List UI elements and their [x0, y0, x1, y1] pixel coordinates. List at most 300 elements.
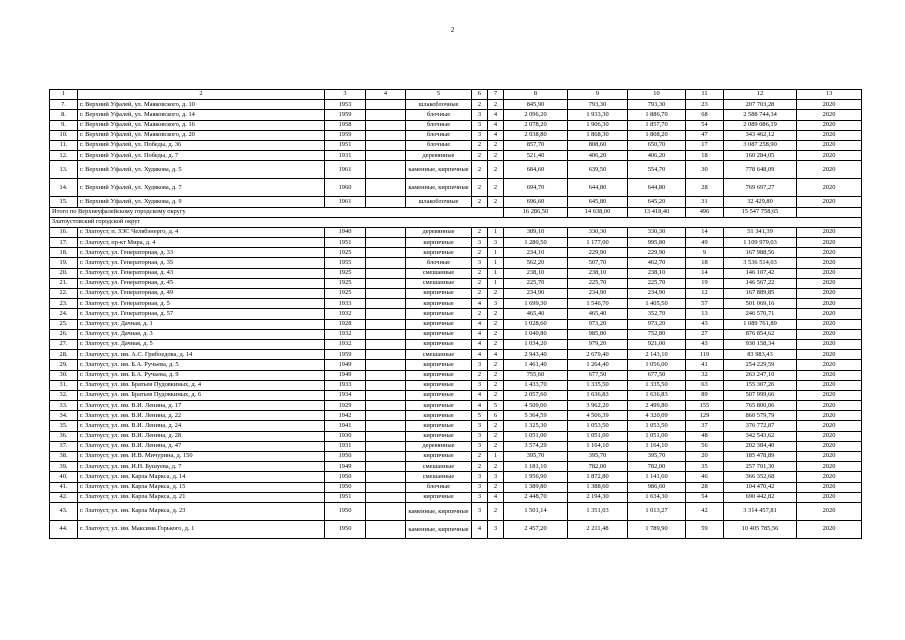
residential-area-cell: 1 634,30 [628, 492, 686, 502]
row-number-cell: 11. [50, 140, 78, 150]
living-area-cell: 2 194,30 [568, 492, 628, 502]
wall-blank-cell [366, 339, 406, 349]
table-row [50, 452, 862, 462]
table-row [50, 350, 862, 360]
living-area-cell: 973,20 [568, 319, 628, 329]
wall-blank-cell [366, 130, 406, 140]
year-planned-cell: 2020 [797, 258, 862, 268]
wall-blank-cell [366, 482, 406, 492]
year-built-cell: 1953 [325, 100, 366, 110]
cost-cell: 167 988,56 [724, 248, 797, 258]
year-built-cell: 1930 [325, 431, 366, 441]
residents-cell: 18 [686, 151, 724, 161]
living-area-cell: 2 211,48 [568, 520, 628, 538]
year-planned-cell: 2020 [797, 110, 862, 120]
living-area-cell: 808,60 [568, 140, 628, 150]
wall-material-cell: кирпичные [406, 248, 472, 258]
address-cell: г. Верхний Уфалей, ул. Маяковского, д. 16 [78, 120, 325, 130]
address-cell: г. Златоуст, ул. им. Карла Маркса, д. 15 [78, 482, 325, 492]
residents-cell: 59 [686, 520, 724, 538]
year-planned-cell: 2020 [797, 431, 862, 441]
floors-cell: 3 [472, 421, 488, 431]
wall-blank-cell [366, 319, 406, 329]
year-built-cell: 1933 [325, 380, 366, 390]
living-area-cell: 644,80 [568, 179, 628, 197]
floors-cell: 2 [472, 140, 488, 150]
row-number-cell: 44. [50, 520, 78, 538]
column-number-row [50, 90, 862, 100]
entrances-cell: 2 [488, 100, 504, 110]
residential-area-cell: 2 143,10 [628, 350, 686, 360]
year-planned-cell: 2020 [797, 350, 862, 360]
year-built-cell: 1950 [325, 502, 366, 520]
cost-cell: 263 247,10 [724, 370, 797, 380]
living-area-cell: 1 906,30 [568, 120, 628, 130]
wall-material-cell: деревянные [406, 227, 472, 237]
table-row [50, 309, 862, 319]
total-area-cell: 696,60 [504, 197, 568, 207]
wall-blank-cell [366, 258, 406, 268]
wall-blank-cell [366, 161, 406, 179]
year-built-cell: 1960 [325, 179, 366, 197]
total-area-cell: 465,40 [504, 309, 568, 319]
year-planned-cell: 2020 [797, 411, 862, 421]
row-number-cell: 21. [50, 278, 78, 288]
residential-area-cell: 1 405,50 [628, 299, 686, 309]
address-cell: г. Златоуст, ул. Дачная, д. 3 [78, 329, 325, 339]
residents-cell: 63 [686, 380, 724, 390]
cost-cell: 876 854,62 [724, 329, 797, 339]
floors-cell: 2 [472, 161, 488, 179]
row-number-cell: 17. [50, 238, 78, 248]
floors-cell: 4 [472, 329, 488, 339]
wall-blank-cell [366, 227, 406, 237]
wall-material-cell: кирпичные [406, 238, 472, 248]
wall-material-cell: деревянные [406, 151, 472, 161]
total-area-cell: 2 943,40 [504, 350, 568, 360]
residents-cell: 89 [686, 390, 724, 400]
address-cell: г. Златоуст, ул. Дачная, д. 5 [78, 339, 325, 349]
total-area-cell: 1 501,14 [504, 502, 568, 520]
year-planned-cell: 2020 [797, 299, 862, 309]
row-number-cell: 38. [50, 452, 78, 462]
year-built-cell: 1942 [325, 411, 366, 421]
year-planned-cell: 2020 [797, 100, 862, 110]
year-planned-cell: 2020 [797, 151, 862, 161]
residential-area-cell: 677,50 [628, 370, 686, 380]
table-row [50, 130, 862, 140]
table-row [50, 197, 862, 207]
cost-cell: 342 543,62 [724, 431, 797, 441]
year-built-cell: 1932 [325, 339, 366, 349]
year-built-cell: 1950 [325, 520, 366, 538]
table-row [50, 462, 862, 472]
residents-cell: 14 [686, 227, 724, 237]
total-area-cell: 1 280,50 [504, 238, 568, 248]
entrances-cell: 2 [488, 421, 504, 431]
address-cell: г. Верхний Уфалей, ул. Худякова, д. 5 [78, 161, 325, 179]
total-area-cell: 1 034,20 [504, 339, 568, 349]
address-cell: г. Златоуст, ул. Генераторная, д. 33 [78, 248, 325, 258]
year-planned-cell: 2020 [797, 179, 862, 197]
column-header: 5 [406, 90, 472, 100]
row-number-cell: 34. [50, 411, 78, 421]
wall-blank-cell [366, 278, 406, 288]
entrances-cell: 2 [488, 380, 504, 390]
wall-blank-cell [366, 370, 406, 380]
residents-cell: 129 [686, 411, 724, 421]
cost-cell: 366 352,68 [724, 472, 797, 482]
address-cell: г. Верхний Уфалей, ул. Худякова, д. 7 [78, 179, 325, 197]
total-area-cell: 845,90 [504, 100, 568, 110]
living-area-cell: 406,20 [568, 151, 628, 161]
floors-cell: 2 [472, 289, 488, 299]
wall-blank-cell [366, 492, 406, 502]
cost-cell: 343 462,12 [724, 130, 797, 140]
residents-cell: 37 [686, 421, 724, 431]
residents-cell: 57 [686, 299, 724, 309]
cost-cell: 3 314 457,81 [724, 502, 797, 520]
wall-material-cell: кирпичные [406, 421, 472, 431]
address-cell: г. Верхний Уфалей, ул. Маяковского, д. 10 [78, 100, 325, 110]
year-planned-cell: 2020 [797, 452, 862, 462]
address-cell: г. Златоуст, ул. им. В.И. Ленина, д. 22 [78, 411, 325, 421]
floors-cell: 3 [472, 258, 488, 268]
wall-material-cell: каменные, кирпичные [406, 161, 472, 179]
living-area-cell: 1 264,40 [568, 360, 628, 370]
entrances-cell: 3 [488, 520, 504, 538]
total-area-cell: 1 461,40 [504, 360, 568, 370]
year-planned-cell: 2020 [797, 268, 862, 278]
total-area-cell: 3 574,29 [504, 441, 568, 451]
residential-area-cell: 1 164,10 [628, 441, 686, 451]
table-row [50, 431, 862, 441]
subtotal-empty-cell [797, 207, 862, 217]
table-row [50, 268, 862, 278]
wall-material-cell: блочные [406, 258, 472, 268]
floors-cell: 3 [472, 472, 488, 482]
year-built-cell: 1941 [325, 421, 366, 431]
address-cell: г. Златоуст, ул. им. Б.А. Ручьева, д. 5 [78, 360, 325, 370]
residents-cell: 27 [686, 329, 724, 339]
year-planned-cell: 2020 [797, 339, 862, 349]
wall-material-cell: кирпичные [406, 289, 472, 299]
row-number-cell: 31. [50, 380, 78, 390]
year-built-cell: 1951 [325, 492, 366, 502]
wall-material-cell: кирпичные [406, 452, 472, 462]
floors-cell: 2 [472, 268, 488, 278]
address-cell: г. Златоуст, ул. им. Карла Маркса, д. 14 [78, 472, 325, 482]
cost-cell: 185 478,89 [724, 452, 797, 462]
cost-cell: 930 158,34 [724, 339, 797, 349]
total-area-cell: 1 051,00 [504, 431, 568, 441]
residential-area-cell: 645,20 [628, 197, 686, 207]
residential-area-cell: 1 808,20 [628, 130, 686, 140]
subtotal-value: 496 [686, 207, 724, 217]
wall-material-cell: смешанные [406, 278, 472, 288]
wall-blank-cell [366, 100, 406, 110]
floors-cell: 5 [472, 411, 488, 421]
total-area-cell: 1 040,80 [504, 329, 568, 339]
residential-area-cell: 752,80 [628, 329, 686, 339]
residents-cell: 119 [686, 350, 724, 360]
living-area-cell: 1 164,10 [568, 441, 628, 451]
cost-cell: 860 579,79 [724, 411, 797, 421]
wall-blank-cell [366, 179, 406, 197]
row-number-cell: 35. [50, 421, 78, 431]
subtotal-value: 14 638,00 [568, 207, 628, 217]
floors-cell: 4 [472, 401, 488, 411]
residents-cell: 42 [686, 502, 724, 520]
wall-blank-cell [366, 140, 406, 150]
living-area-cell: 1 177,00 [568, 238, 628, 248]
residential-area-cell: 462,70 [628, 258, 686, 268]
entrances-cell: 1 [488, 278, 504, 288]
living-area-cell: 234,90 [568, 289, 628, 299]
entrances-cell: 1 [488, 258, 504, 268]
total-area-cell: 395,70 [504, 452, 568, 462]
table-row [50, 151, 862, 161]
wall-material-cell: шлакоблочные [406, 100, 472, 110]
year-built-cell: 1959 [325, 110, 366, 120]
row-number-cell: 24. [50, 309, 78, 319]
address-cell: г. Златоуст, ул. им. В.И. Ленина, д. 28 [78, 431, 325, 441]
floors-cell: 2 [472, 248, 488, 258]
wall-blank-cell [366, 472, 406, 482]
row-number-cell: 29. [50, 360, 78, 370]
table-row [50, 289, 862, 299]
page-number: 2 [450, 26, 455, 34]
row-number-cell: 10. [50, 130, 78, 140]
year-built-cell: 1949 [325, 370, 366, 380]
entrances-cell: 2 [488, 370, 504, 380]
floors-cell: 3 [472, 110, 488, 120]
table-row [50, 411, 862, 421]
row-number-cell: 19. [50, 258, 78, 268]
residents-cell: 23 [686, 100, 724, 110]
residents-cell: 20 [686, 452, 724, 462]
cost-cell: 2 089 086,19 [724, 120, 797, 130]
floors-cell: 2 [472, 278, 488, 288]
year-built-cell: 1929 [325, 401, 366, 411]
residents-cell: 31 [686, 197, 724, 207]
year-planned-cell: 2020 [797, 492, 862, 502]
cost-cell: 3 087 258,90 [724, 140, 797, 150]
total-area-cell: 2 057,60 [504, 390, 568, 400]
total-area-cell: 755,60 [504, 370, 568, 380]
year-built-cell: 1949 [325, 360, 366, 370]
entrances-cell: 4 [488, 110, 504, 120]
floors-cell: 2 [472, 462, 488, 472]
subtotal-row [50, 207, 862, 217]
year-planned-cell: 2020 [797, 319, 862, 329]
address-cell: г. Златоуст, ул. им. Братьев Пудовкиных, д. 6 [78, 390, 325, 400]
row-number-cell: 27. [50, 339, 78, 349]
address-cell: г. Верхний Уфалей, ул. Маяковского, д. 14 [78, 110, 325, 120]
residential-area-cell: 238,10 [628, 268, 686, 278]
entrances-cell: 2 [488, 390, 504, 400]
section-title: Златоустовский городской округ [50, 217, 862, 227]
wall-material-cell: блочные [406, 110, 472, 120]
total-area-cell: 684,60 [504, 161, 568, 179]
entrances-cell: 2 [488, 140, 504, 150]
entrances-cell: 3 [488, 472, 504, 482]
residents-cell: 41 [686, 360, 724, 370]
wall-blank-cell [366, 350, 406, 360]
address-cell: г. Златоуст, п. ЗЭС Челябэнерго, д. 4 [78, 227, 325, 237]
table-row [50, 110, 862, 120]
wall-blank-cell [366, 309, 406, 319]
residents-cell: 56 [686, 441, 724, 451]
floors-cell: 3 [472, 380, 488, 390]
residential-area-cell: 395,70 [628, 452, 686, 462]
wall-material-cell: кирпичные [406, 309, 472, 319]
wall-material-cell: кирпичные [406, 360, 472, 370]
entrances-cell: 4 [488, 120, 504, 130]
wall-blank-cell [366, 502, 406, 520]
cost-cell: 778 648,09 [724, 161, 797, 179]
cost-cell: 83 983,43 [724, 350, 797, 360]
total-area-cell: 389,10 [504, 227, 568, 237]
residents-cell: 54 [686, 120, 724, 130]
cost-cell: 376 772,87 [724, 421, 797, 431]
wall-blank-cell [366, 197, 406, 207]
living-area-cell: 2 679,40 [568, 350, 628, 360]
row-number-cell: 14. [50, 179, 78, 197]
year-built-cell: 1928 [325, 319, 366, 329]
residents-cell: 12 [686, 289, 724, 299]
residential-area-cell: 986,60 [628, 482, 686, 492]
year-planned-cell: 2020 [797, 370, 862, 380]
year-built-cell: 1933 [325, 299, 366, 309]
entrances-cell: 2 [488, 339, 504, 349]
cost-cell: 2 588 744,34 [724, 110, 797, 120]
row-number-cell: 42. [50, 492, 78, 502]
address-cell: г. Златоуст, ул. Дачная, д. 1 [78, 319, 325, 329]
address-cell: г. Златоуст, ул. им. Максима Горького, д. 1 [78, 520, 325, 538]
table-row [50, 329, 862, 339]
row-number-cell: 40. [50, 472, 78, 482]
entrances-cell: 1 [488, 248, 504, 258]
total-area-cell: 694,70 [504, 179, 568, 197]
cost-cell: 167 889,85 [724, 289, 797, 299]
row-number-cell: 30. [50, 370, 78, 380]
table-row [50, 390, 862, 400]
year-built-cell: 1955 [325, 258, 366, 268]
column-header: 6 [472, 90, 488, 100]
row-number-cell: 26. [50, 329, 78, 339]
table-row [50, 227, 862, 237]
entrances-cell: 1 [488, 268, 504, 278]
cost-cell: 690 442,82 [724, 492, 797, 502]
total-area-cell: 2 078,20 [504, 120, 568, 130]
year-planned-cell: 2020 [797, 140, 862, 150]
year-planned-cell: 2020 [797, 309, 862, 319]
year-built-cell: 1961 [325, 197, 366, 207]
cost-cell: 1 109 979,03 [724, 238, 797, 248]
cost-cell: 155 307,26 [724, 380, 797, 390]
total-area-cell: 521,40 [504, 151, 568, 161]
wall-blank-cell [366, 110, 406, 120]
buildings-table [49, 89, 862, 539]
cost-cell: 246 570,71 [724, 309, 797, 319]
address-cell: г. Златоуст, ул. Генераторная, д. 43 [78, 268, 325, 278]
residential-area-cell: 554,70 [628, 161, 686, 179]
table-row [50, 100, 862, 110]
living-area-cell: 793,30 [568, 100, 628, 110]
wall-material-cell: блочные [406, 482, 472, 492]
cost-cell: 3 536 514,03 [724, 258, 797, 268]
year-built-cell: 1958 [325, 120, 366, 130]
row-number-cell: 39. [50, 462, 78, 472]
year-built-cell: 1932 [325, 329, 366, 339]
row-number-cell: 20. [50, 268, 78, 278]
table-row [50, 502, 862, 520]
residential-area-cell: 1 636,83 [628, 390, 686, 400]
wall-material-cell: кирпичные [406, 339, 472, 349]
row-number-cell: 9. [50, 120, 78, 130]
floors-cell: 4 [472, 339, 488, 349]
residents-cell: 9 [686, 248, 724, 258]
wall-material-cell: шлакоблочные [406, 197, 472, 207]
subtotal-value: 13 418,40 [628, 207, 686, 217]
entrances-cell: 2 [488, 289, 504, 299]
row-number-cell: 43. [50, 502, 78, 520]
column-header: 3 [325, 90, 366, 100]
table-row [50, 140, 862, 150]
total-area-cell: 234,90 [504, 289, 568, 299]
column-header: 10 [628, 90, 686, 100]
cost-cell: 146 567,22 [724, 278, 797, 288]
year-planned-cell: 2020 [797, 248, 862, 258]
wall-material-cell: кирпичные [406, 492, 472, 502]
year-built-cell: 1950 [325, 482, 366, 492]
residential-area-cell: 1 886,70 [628, 110, 686, 120]
subtotal-value: 15 547 758,65 [724, 207, 797, 217]
entrances-cell: 5 [488, 401, 504, 411]
cost-cell: 51 341,39 [724, 227, 797, 237]
residential-area-cell: 330,30 [628, 227, 686, 237]
column-header: 2 [78, 90, 325, 100]
row-number-cell: 28. [50, 350, 78, 360]
year-built-cell: 1925 [325, 268, 366, 278]
entrances-cell: 1 [488, 452, 504, 462]
residential-area-cell: 234,90 [628, 289, 686, 299]
year-built-cell: 1925 [325, 289, 366, 299]
living-area-cell: 782,00 [568, 462, 628, 472]
living-area-cell: 639,50 [568, 161, 628, 179]
residential-area-cell: 973,20 [628, 319, 686, 329]
total-area-cell: 4 509,00 [504, 401, 568, 411]
floors-cell: 3 [472, 441, 488, 451]
year-planned-cell: 2020 [797, 227, 862, 237]
year-planned-cell: 2020 [797, 401, 862, 411]
year-planned-cell: 2020 [797, 472, 862, 482]
address-cell: г. Златоуст, ул. им. И.В. Мичурина, д. 150 [78, 452, 325, 462]
total-area-cell: 234,10 [504, 248, 568, 258]
row-number-cell: 41. [50, 482, 78, 492]
table-body [50, 100, 862, 539]
address-cell: г. Верхний Уфалей, ул. Худякова, д. 9 [78, 197, 325, 207]
residential-area-cell: 1 789,90 [628, 520, 686, 538]
entrances-cell: 2 [488, 151, 504, 161]
entrances-cell: 2 [488, 502, 504, 520]
cost-cell: 160 284,05 [724, 151, 797, 161]
row-number-cell: 18. [50, 248, 78, 258]
year-built-cell: 1931 [325, 441, 366, 451]
row-number-cell: 8. [50, 110, 78, 120]
floors-cell: 2 [472, 179, 488, 197]
